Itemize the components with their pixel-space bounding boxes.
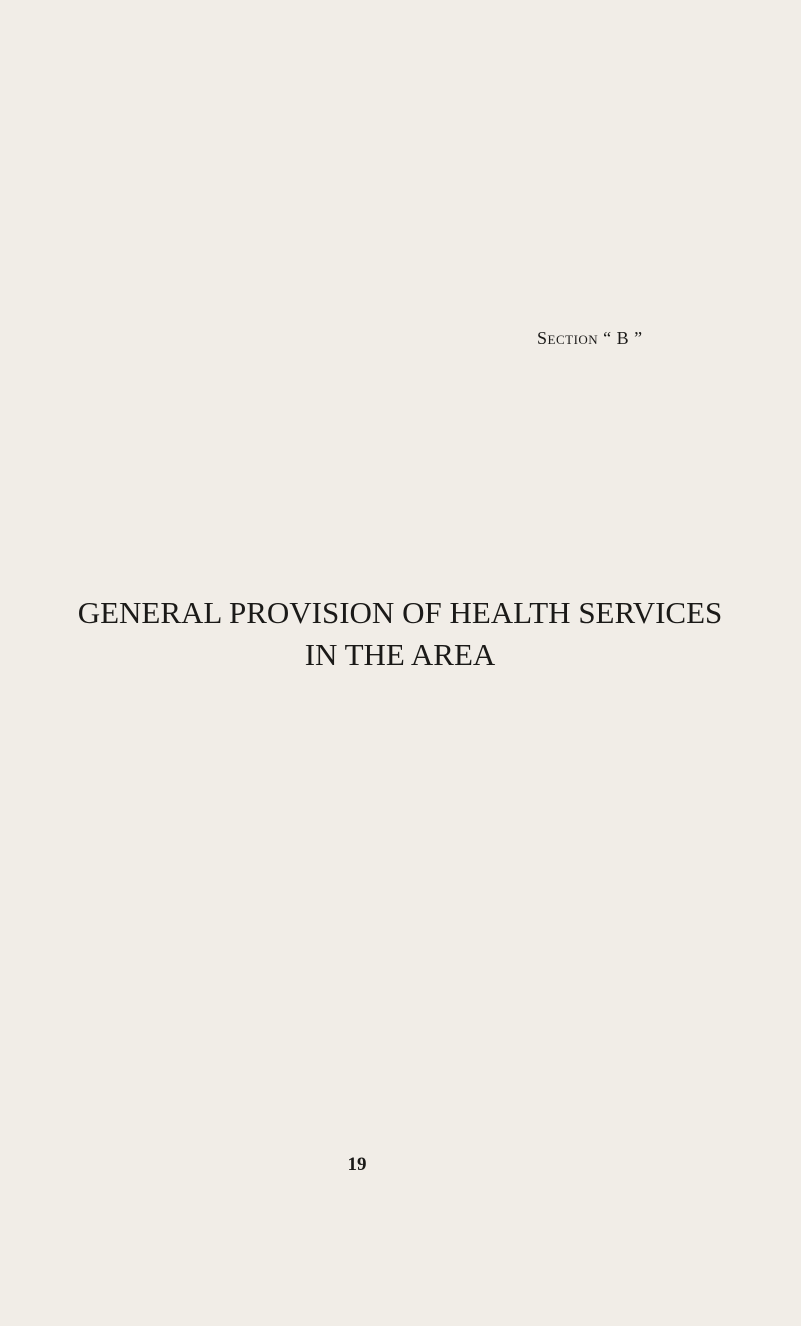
section-letter: “ B ” [603, 328, 643, 348]
title-line-1: GENERAL PROVISION OF HEALTH SERVICES [77, 595, 723, 630]
page-number: 19 [347, 1154, 367, 1175]
section-prefix: Section [537, 328, 599, 348]
section-label [537, 327, 643, 349]
title-line-2: IN THE AREA [304, 637, 496, 672]
page-title [40, 592, 760, 676]
